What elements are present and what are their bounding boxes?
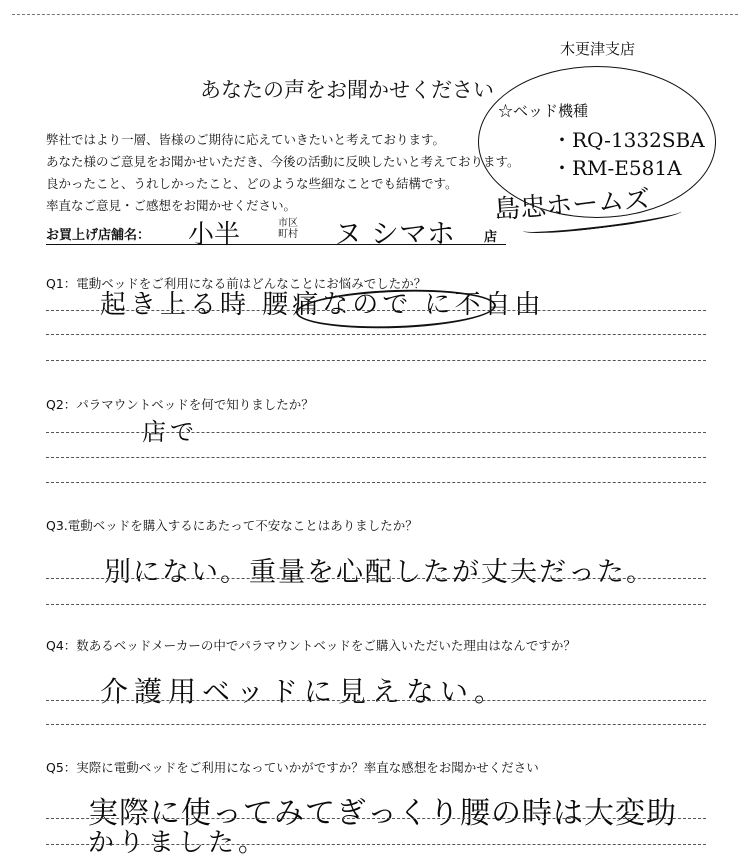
bed-model-label: ☆ベッド機種 bbox=[498, 102, 589, 120]
store-suffix: 店 bbox=[484, 230, 498, 245]
store-name: ヌ シマホ bbox=[334, 217, 455, 250]
answer-rule bbox=[46, 334, 706, 335]
question-3-answer: 別にない。重量を心配したが丈夫だった。 bbox=[104, 557, 655, 588]
answer-rule bbox=[46, 700, 706, 701]
question-1-label: Q1：電動ベッドをご利用になる前はどんなことにお悩みでしたか？ bbox=[46, 276, 427, 291]
bed-model: ・RQ-1332SBA bbox=[552, 128, 705, 152]
answer-rule bbox=[46, 360, 706, 361]
answer-rule bbox=[46, 578, 706, 579]
answer-rule bbox=[46, 604, 706, 605]
question-4-answer: 介護用ベッドに見えない。 bbox=[100, 675, 509, 708]
answer-rule bbox=[46, 844, 706, 845]
answer-rule bbox=[46, 432, 706, 433]
dealer-name: 島忠ホームズ bbox=[493, 184, 652, 226]
answer-rule bbox=[46, 310, 706, 311]
store-label: お買上げ店舗名： bbox=[46, 228, 151, 243]
store-city: 小半 bbox=[188, 220, 241, 250]
answer-rule bbox=[46, 482, 706, 483]
intro-line: あなた様のご意見をお聞かせいただき、今後の活動に反映したいと考えております。 bbox=[46, 154, 520, 169]
intro-line: 率直なご意見・ご感想をお聞かせください。 bbox=[46, 198, 297, 213]
question-5-answer-line-2: かりました。 bbox=[88, 828, 269, 858]
question-5-answer-line-1: 実際に使ってみてぎっくり腰の時は大変助 bbox=[88, 796, 677, 831]
question-1-answer: 起き上る時 腰痛なので に不自由 bbox=[100, 290, 545, 320]
city-suffix-bottom: 町村 bbox=[278, 229, 298, 240]
intro-line: 弊社ではより一層、皆様のご期待に応えていきたいと考えております。 bbox=[46, 132, 446, 147]
branch-name: 木更津支店 bbox=[560, 40, 636, 58]
question-2-label: Q2：パラマウントベッドを何で知りましたか？ bbox=[46, 397, 314, 412]
intro-line: 良かったこと、うれしかったこと、どのような些細なことでも結構です。 bbox=[46, 176, 458, 191]
city-suffix-top: 市区 bbox=[278, 218, 298, 229]
question-4-label: Q4：数あるベッドメーカーの中でパラマウントベッドをご購入いただいた理由はなんですか？ bbox=[46, 638, 576, 653]
top-dashed-border bbox=[12, 14, 738, 15]
bed-model: ・RM-E581A bbox=[552, 156, 682, 180]
answer-rule bbox=[46, 818, 706, 819]
city-suffix bbox=[278, 218, 298, 240]
answer-rule bbox=[46, 457, 706, 458]
answer-rule bbox=[46, 724, 706, 725]
question-2-answer: 店で bbox=[142, 418, 198, 446]
question-3-label: Q3.電動ベッドを購入するにあたって不安なことはありましたか？ bbox=[46, 518, 418, 533]
page-title: あなたの声をお聞かせください bbox=[200, 78, 494, 102]
question-5-label: Q5：実際に電動ベッドをご利用になっていかがですか？率直な感想をお聞かせください bbox=[46, 760, 539, 775]
